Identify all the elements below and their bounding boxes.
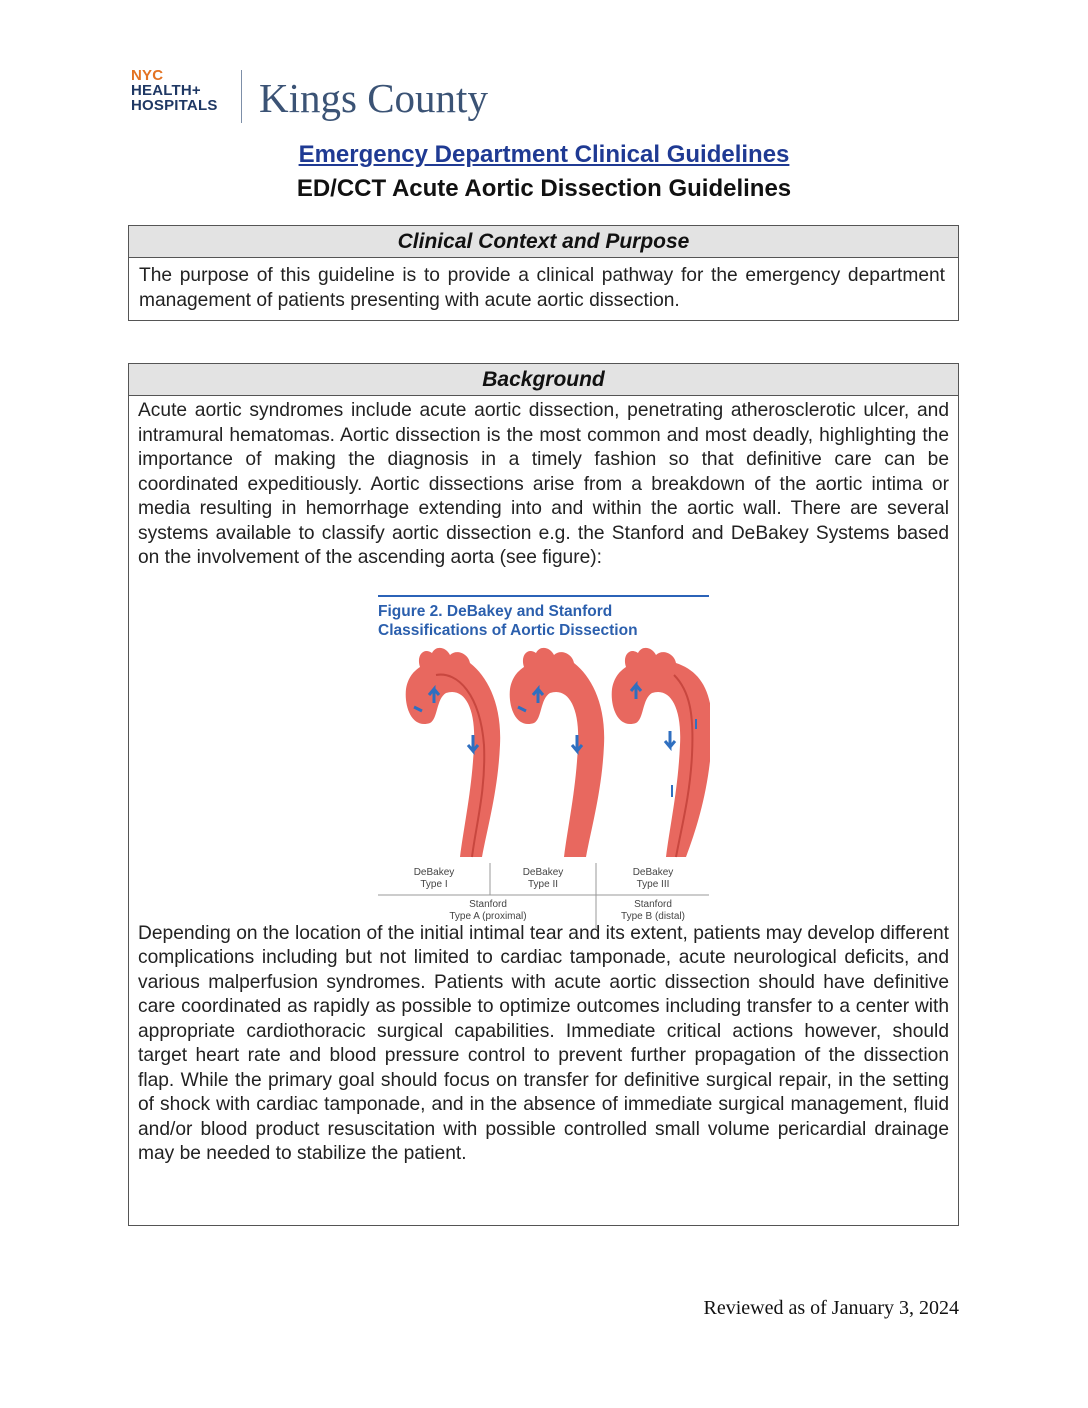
logo-site-name: Kings County (259, 75, 488, 121)
context-heading: Clinical Context and Purpose (129, 226, 958, 258)
aorta-type-3 (612, 648, 710, 857)
background-paragraph-2: Depending on the location of the initial intimal tear and its extent, patients may develop different complications including but not limited to cardiac tamponade, acute neurological deficits, and various malperfusion syndromes. Patients with acute aortic dissection should have definitive care coordinated as rapidly as possible to optimize outcomes including transfer to a center with appropriate cardiothoracic surgical capabilities. Immediate critical actions however, should target heart rate and blood pressure control to prevent further propagation of the dissection flap. While the primary goal should focus on transfer for definitive surgical repair, in the setting of shock with cardiac tamponade, and in the absence of immediate surgical management, fluid and/or blood product resuscitation with possible controlled small volume pericardial drainage may be needed to stabilize the patient. (138, 922, 949, 1164)
document-subtitle: ED/CCT Acute Aortic Dissection Guidelines (296, 175, 792, 202)
document-title: Emergency Department Clinical Guidelines (298, 141, 790, 168)
logo-hospitals-text: HOSPITALS (131, 97, 218, 114)
hospital-logo (131, 68, 511, 126)
context-section (128, 225, 959, 321)
review-date: Reviewed as of January 3, 2024 (703, 1297, 959, 1319)
stanford-type-a-label: Stanford Type A (proximal) (449, 899, 527, 922)
figure-title-line-1: Figure 2. DeBakey and Stanford (378, 603, 613, 620)
logo-health-text: HEALTH+ (131, 82, 201, 99)
background-heading: Background (129, 364, 958, 396)
stanford-type-b-label: Stanford Type B (distal) (621, 899, 685, 922)
background-paragraph-1: Acute aortic syndromes include acute aortic dissection, penetrating atherosclerotic ulcer, and intramural hematomas. Aortic dissection is the most common and most deadly, highlighting the importance of making the diagnosis in a timely fashion so that definitive care can be coordinated expeditiously. Aortic dissections arise from a breakdown of the aortic intima or media resulting in hemorrhage extending into and within the aortic wall. There are several systems available to classify aortic dissection e.g. the Stanford and DeBakey Systems based on the involvement of the ascending aorta (see figure): (138, 400, 949, 568)
figure-title-line-2: Classifications of Aortic Dissection (378, 622, 638, 639)
logo-nyc-text: NYC (131, 67, 164, 84)
debakey-type-3-label: DeBakey Type III (632, 867, 674, 890)
logo-divider (241, 70, 242, 123)
debakey-type-1-label: DeBakey Type I (413, 867, 455, 890)
aortic-dissection-figure (376, 595, 710, 931)
aorta-type-2 (510, 648, 604, 857)
context-body: The purpose of this guideline is to provide a clinical pathway for the emergency department management of patients presenting with acute aortic dissection. (139, 265, 945, 311)
logo-organization (131, 68, 218, 113)
aorta-type-1 (406, 648, 500, 857)
debakey-type-2-label: DeBakey Type II (522, 867, 564, 890)
